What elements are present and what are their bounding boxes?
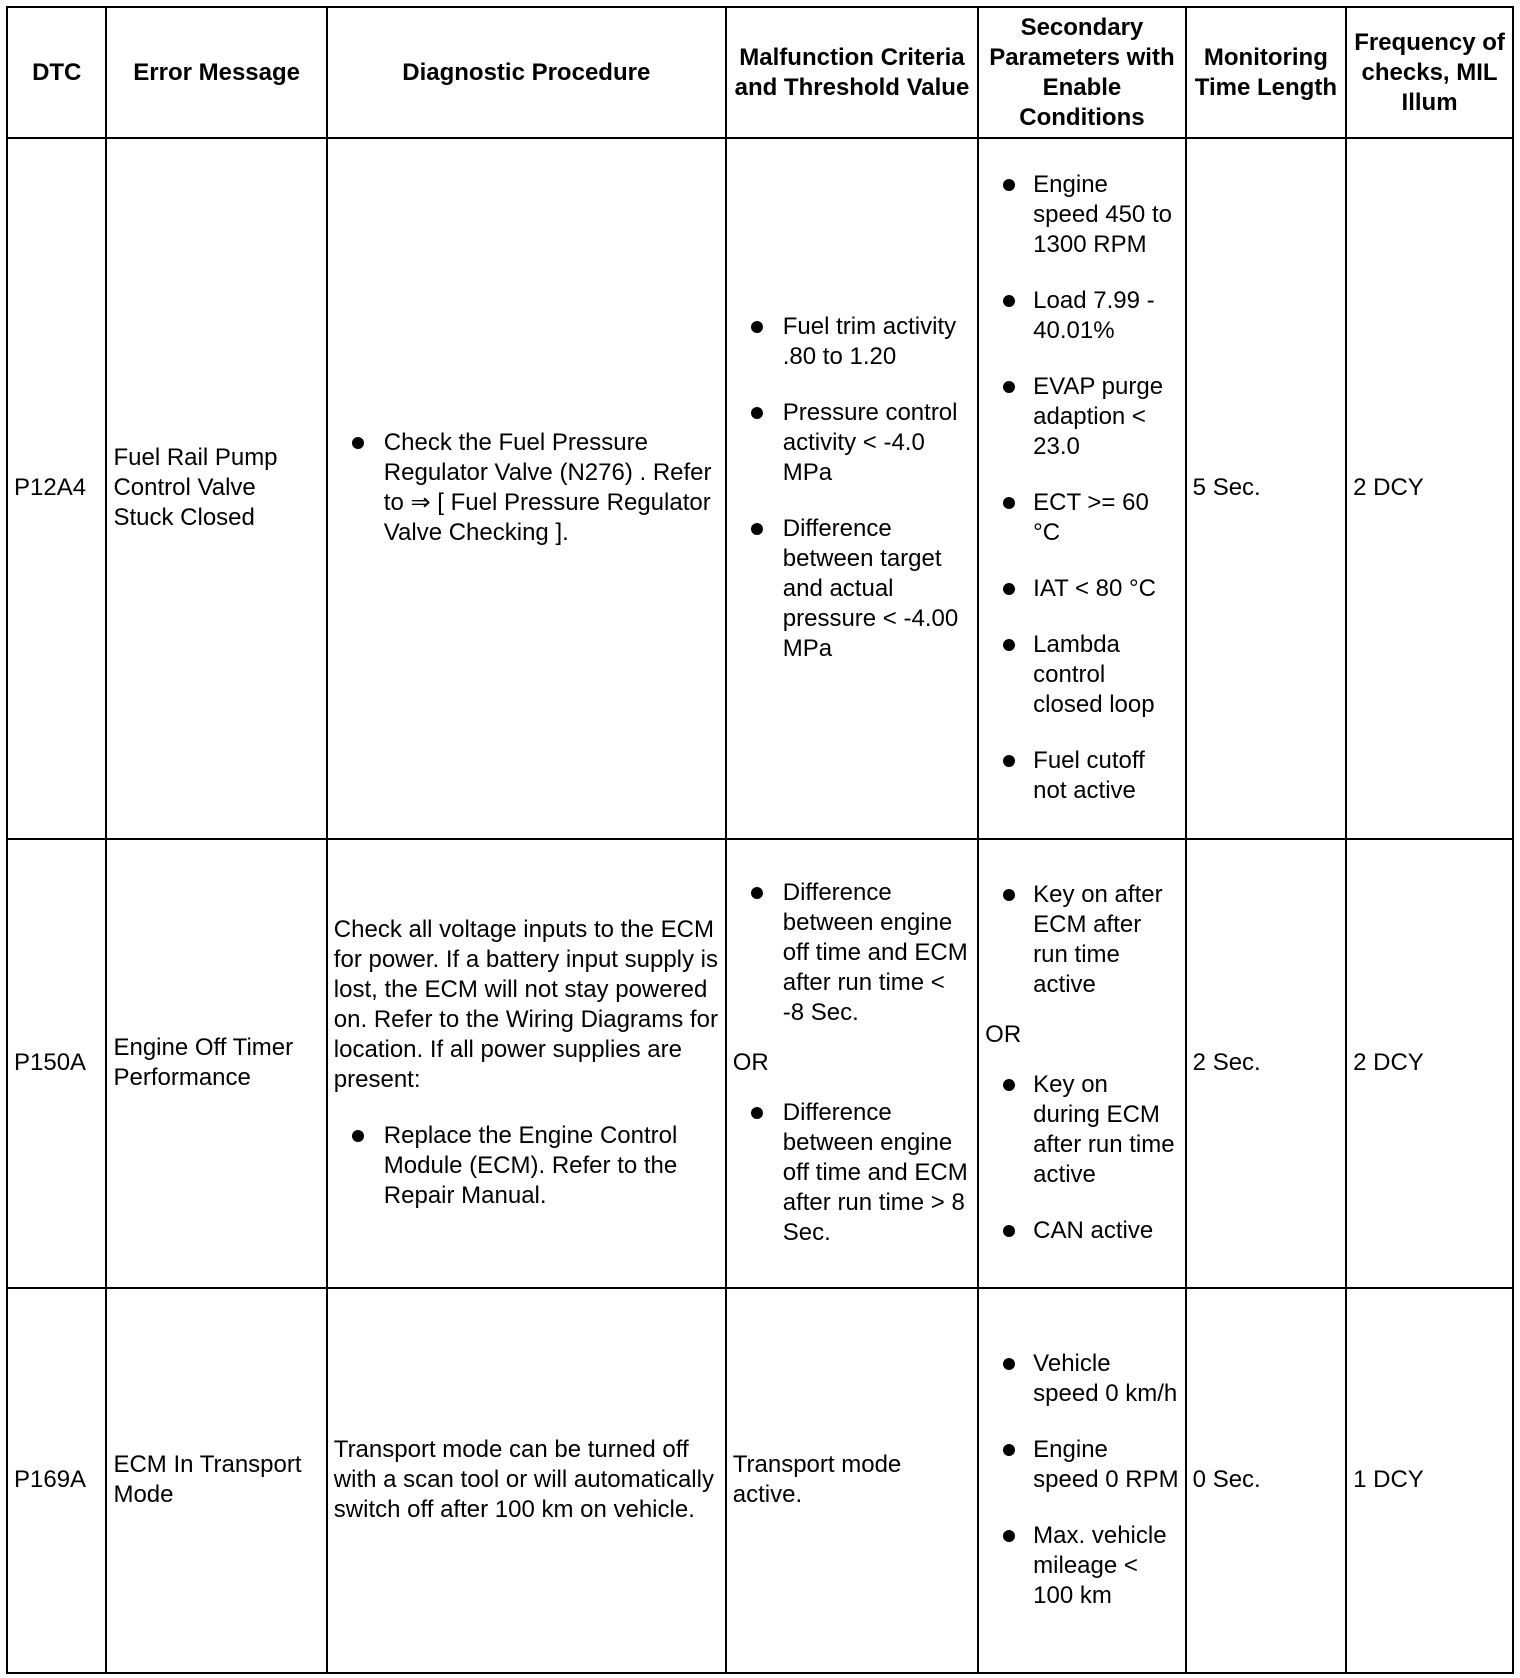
header-malfunction-criteria: Malfunction Criteria and Threshold Value <box>726 7 978 138</box>
frequency: 1 DCY <box>1346 1288 1513 1673</box>
diagnostic-procedure <box>327 138 726 839</box>
secondary-parameters <box>978 839 1186 1288</box>
secondary-bullet: Vehicle speed 0 km/h <box>985 1349 1179 1409</box>
procedure-bullet: Check the Fuel Pressure Regulator Valve (N276) . Refer to ⇒ [ Fuel Pressure Regulator Valve Checking ]. <box>334 428 719 548</box>
header-row <box>7 7 1513 138</box>
secondary-or: OR <box>985 1020 1022 1048</box>
procedure-text: Transport mode can be turned off with a scan tool or will automatically switch off after 100 km on vehicle. <box>333 1435 714 1523</box>
malfunction-criteria <box>726 1288 978 1673</box>
criteria-bullet: Difference between target and actual pressure < -4.00 MPa <box>733 514 971 664</box>
criteria-bullet: Pressure control activity < -4.0 MPa <box>733 398 971 488</box>
dtc-table <box>6 6 1514 1674</box>
secondary-bullet: Fuel cutoff not active <box>985 746 1179 806</box>
header-frequency: Frequency of checks, MIL Illum <box>1346 7 1513 138</box>
table-row <box>7 1288 1513 1673</box>
secondary-bullet: CAN active <box>985 1216 1179 1246</box>
malfunction-criteria <box>726 839 978 1288</box>
header-dtc: DTC <box>7 7 106 138</box>
header-monitoring-time: Monitoring Time Length <box>1186 7 1346 138</box>
secondary-bullet: Key on during ECM after run time active <box>985 1070 1179 1190</box>
secondary-bullet: Lambda control closed loop <box>985 630 1179 720</box>
secondary-parameters <box>978 1288 1186 1673</box>
error-message: ECM In Transport Mode <box>106 1288 326 1673</box>
diagnostic-procedure <box>327 1288 726 1673</box>
header-diagnostic-procedure: Diagnostic Procedure <box>327 7 726 138</box>
criteria-bullet: Difference between engine off time and ECM after run time < -8 Sec. <box>733 878 971 1028</box>
monitoring-time: 0 Sec. <box>1186 1288 1346 1673</box>
criteria-or: OR <box>732 1048 769 1076</box>
secondary-parameters <box>978 138 1186 839</box>
header-error-message: Error Message <box>106 7 326 138</box>
error-message: Engine Off Timer Performance <box>106 839 326 1288</box>
monitoring-time: 5 Sec. <box>1186 138 1346 839</box>
malfunction-criteria <box>726 138 978 839</box>
secondary-bullet: IAT < 80 °C <box>985 574 1179 604</box>
secondary-bullet: Key on after ECM after run time active <box>985 880 1179 1000</box>
secondary-bullet: EVAP purge adaption < 23.0 <box>985 372 1179 462</box>
table-row <box>7 839 1513 1288</box>
secondary-bullet: Max. vehicle mileage < 100 km <box>985 1521 1179 1611</box>
dtc-code: P169A <box>7 1288 106 1673</box>
dtc-code: P150A <box>7 839 106 1288</box>
secondary-bullet: Engine speed 450 to 1300 RPM <box>985 170 1179 260</box>
frequency: 2 DCY <box>1346 839 1513 1288</box>
error-message: Fuel Rail Pump Control Valve Stuck Closed <box>106 138 326 839</box>
criteria-bullet: Fuel trim activity .80 to 1.20 <box>733 312 971 372</box>
secondary-bullet: Load 7.99 - 40.01% <box>985 286 1179 346</box>
header-secondary-parameters: Secondary Parameters with Enable Conditions <box>978 7 1186 138</box>
diagnostic-procedure <box>327 839 726 1288</box>
frequency: 2 DCY <box>1346 138 1513 839</box>
secondary-bullet: Engine speed 0 RPM <box>985 1435 1179 1495</box>
secondary-bullet: ECT >= 60 °C <box>985 488 1179 548</box>
table-row <box>7 138 1513 839</box>
dtc-code: P12A4 <box>7 138 106 839</box>
criteria-text: Transport mode active. <box>732 1450 902 1508</box>
procedure-text: Check all voltage inputs to the ECM for power. If a battery input supply is lost, the ECM will not stay powered on. Refer to the Wiring Diagrams for location. If all power supplies are present: <box>333 915 718 1093</box>
monitoring-time: 2 Sec. <box>1186 839 1346 1288</box>
procedure-bullet: Replace the Engine Control Module (ECM). Refer to the Repair Manual. <box>334 1121 719 1211</box>
criteria-bullet: Difference between engine off time and ECM after run time > 8 Sec. <box>733 1098 971 1248</box>
